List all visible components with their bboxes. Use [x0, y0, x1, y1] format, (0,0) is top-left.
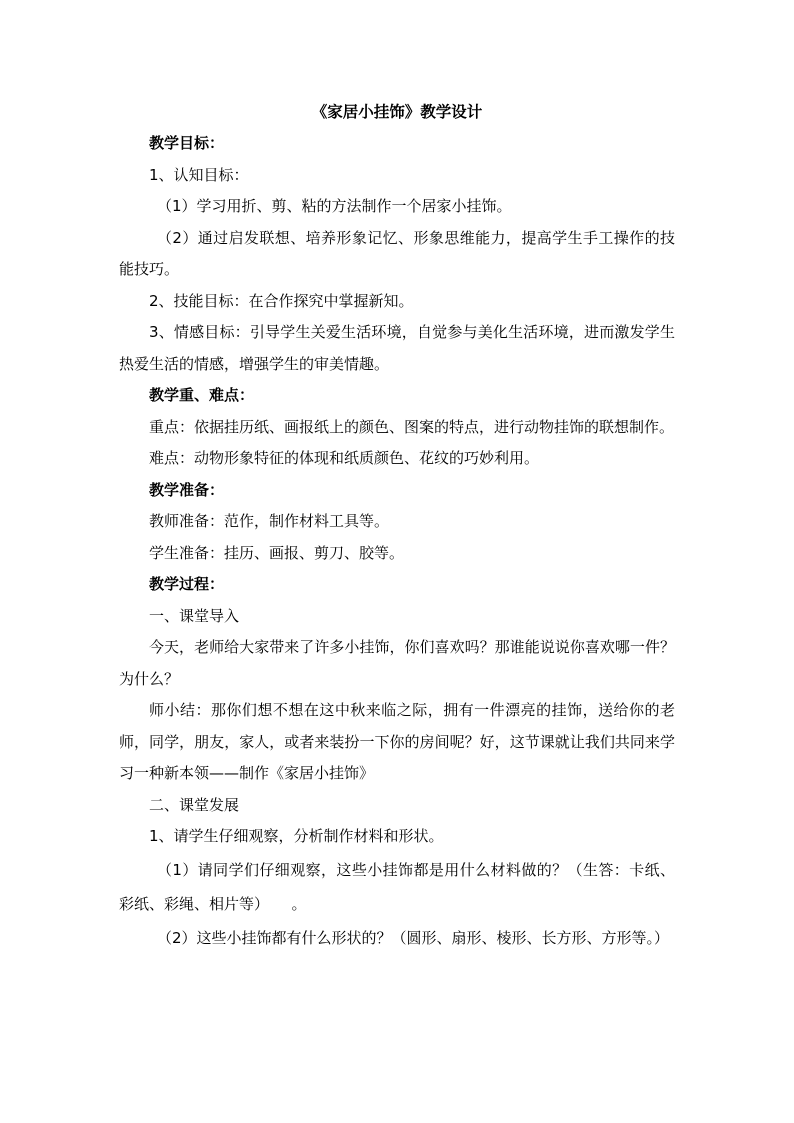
paragraph: （2）这些小挂饰都有什么形状的？（圆形、扇形、棱形、长方形、方形等。）	[157, 928, 670, 947]
paragraph: 师小结：那你们想不想在这中秋来临之际，拥有一件漂亮的挂饰，送给你的老师，同学，朋友，家人，或者来装扮一下你的房间呢？好，这节课就让我们共同来学习一种新本领——制作《家居小挂饰》	[119, 701, 675, 782]
document-body	[119, 128, 675, 955]
paragraph: （2）通过启发联想、培养形象记忆、形象思维能力，提高学生手工操作的技能技巧。	[119, 228, 675, 278]
section-heading-preparation: 教学准备：	[149, 480, 225, 499]
paragraph: 二、课堂发展	[149, 795, 240, 814]
section-heading-process: 教学过程：	[149, 575, 225, 593]
paragraph: 1、请学生仔细观察，分析制作材料和形状。	[149, 827, 444, 845]
paragraph: 难点：动物形象特征的体现和纸质颜色、花纹的巧妙利用。	[149, 449, 540, 467]
section-heading-key-points: 教学重、难点：	[149, 386, 255, 404]
paragraph: （1）请同学们仔细观察，这些小挂饰都是用什么材料做的？（生答：卡纸、彩纸、彩绳、相片等） 。	[119, 860, 675, 913]
paragraph: 3、情感目标：引导学生关爱生活环境，自觉参与美化生活环境，进而激发学生热爱生活的情感，增强学生的审美情趣。	[119, 323, 675, 373]
paragraph: 学生准备：挂历、画报、剪刀、胶等。	[149, 543, 405, 562]
paragraph: 2、技能目标：在合作探究中掌握新知。	[149, 291, 414, 310]
paragraph: 今天，老师给大家带来了许多小挂饰，你们喜欢吗？那谁能说说你喜欢哪一件？为什么？	[119, 638, 675, 688]
paragraph: 重点：依据挂历纸、画报纸上的颜色、图案的特点，进行动物挂饰的联想制作。	[149, 417, 675, 436]
paragraph: 一、课堂导入	[149, 606, 240, 625]
paragraph: 教师准备：范作，制作材料工具等。	[149, 512, 390, 530]
paragraph: （1）学习用折、剪、粘的方法制作一个居家小挂饰。	[157, 197, 512, 215]
section-heading-objectives: 教学目标：	[149, 134, 225, 152]
paragraph: 1、认知目标：	[149, 165, 249, 184]
document-title: 《家居小挂饰》教学设计	[311, 103, 483, 121]
